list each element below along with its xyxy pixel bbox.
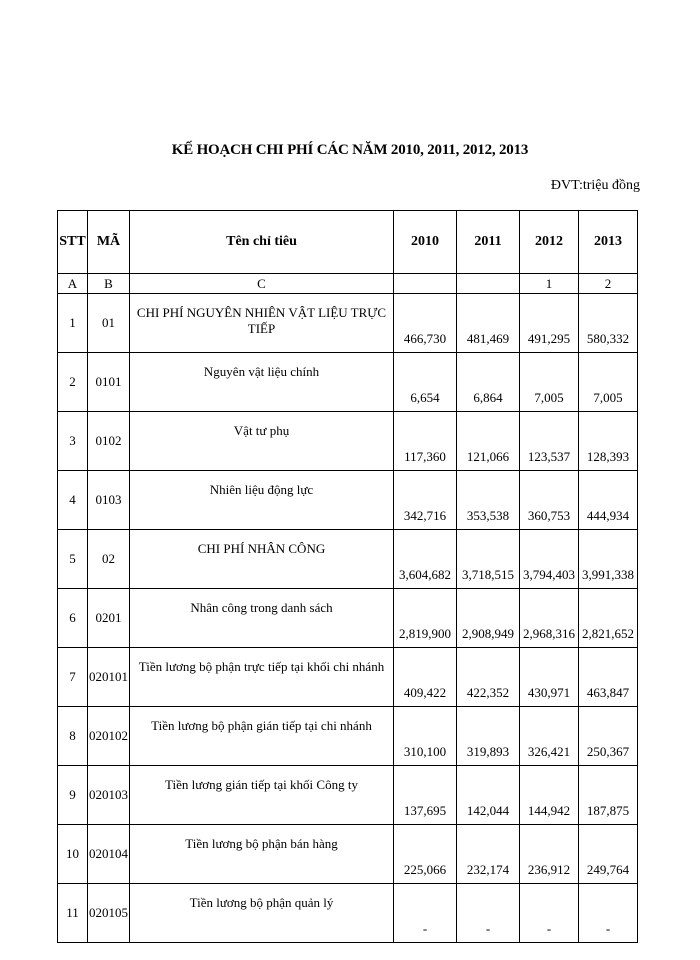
cell-code: 020103: [88, 766, 130, 825]
column-letter-row: [58, 274, 638, 294]
header-row: [58, 211, 638, 274]
table-row: [58, 825, 638, 884]
cell-2010: 117,360: [394, 412, 457, 471]
cell-2012: 236,912: [520, 825, 579, 884]
cell-name: Tiền lương bộ phận quản lý: [130, 884, 394, 943]
column-letter: [457, 274, 520, 294]
cell-2013: 463,847: [579, 648, 638, 707]
cell-2011: 481,469: [457, 294, 520, 353]
cell-name: CHI PHÍ NHÂN CÔNG: [130, 530, 394, 589]
cell-name: Nguyên vật liệu chính: [130, 353, 394, 412]
cell-code: 020101: [88, 648, 130, 707]
cell-2010: 342,716: [394, 471, 457, 530]
cell-2013: 2,821,652: [579, 589, 638, 648]
cell-2011: 121,066: [457, 412, 520, 471]
cell-code: 0201: [88, 589, 130, 648]
cell-stt: 2: [58, 353, 88, 412]
cell-code: 02: [88, 530, 130, 589]
cell-name: Nhiên liệu động lực: [130, 471, 394, 530]
column-letter: 1: [520, 274, 579, 294]
cell-code: 0102: [88, 412, 130, 471]
cell-code: 0101: [88, 353, 130, 412]
table-row: [58, 294, 638, 353]
column-letter: 2: [579, 274, 638, 294]
cell-name: Vật tư phụ: [130, 412, 394, 471]
cell-2010: 310,100: [394, 707, 457, 766]
header-code: MÃ: [88, 211, 130, 274]
cell-2013: 580,332: [579, 294, 638, 353]
table-row: [58, 471, 638, 530]
cell-2012: 430,971: [520, 648, 579, 707]
header-stt: STT: [58, 211, 88, 274]
cell-2010: 466,730: [394, 294, 457, 353]
cell-2010: 137,695: [394, 766, 457, 825]
cell-2011: 6,864: [457, 353, 520, 412]
cell-2011: 422,352: [457, 648, 520, 707]
header-2012: 2012: [520, 211, 579, 274]
cell-code: 020102: [88, 707, 130, 766]
cell-2012: 7,005: [520, 353, 579, 412]
cell-stt: 6: [58, 589, 88, 648]
table-row: [58, 884, 638, 943]
cell-2011: 3,718,515: [457, 530, 520, 589]
cell-2013: -: [579, 884, 638, 943]
cost-plan-table: [57, 210, 638, 943]
table-row: [58, 589, 638, 648]
cell-stt: 10: [58, 825, 88, 884]
cell-2012: 144,942: [520, 766, 579, 825]
cell-2010: 6,654: [394, 353, 457, 412]
table-row: [58, 353, 638, 412]
cell-code: 020104: [88, 825, 130, 884]
cell-2011: 2,908,949: [457, 589, 520, 648]
cell-name: Tiền lương bộ phận gián tiếp tại chi nhánh: [130, 707, 394, 766]
cell-name: Nhân công trong danh sách: [130, 589, 394, 648]
column-letter: C: [130, 274, 394, 294]
cell-2013: 7,005: [579, 353, 638, 412]
cell-2013: 3,991,338: [579, 530, 638, 589]
cell-stt: 5: [58, 530, 88, 589]
cell-2011: 142,044: [457, 766, 520, 825]
cell-2013: 249,764: [579, 825, 638, 884]
cell-stt: 11: [58, 884, 88, 943]
cell-2010: 3,604,682: [394, 530, 457, 589]
cell-2012: -: [520, 884, 579, 943]
cell-stt: 9: [58, 766, 88, 825]
cell-stt: 4: [58, 471, 88, 530]
cell-stt: 1: [58, 294, 88, 353]
cell-2013: 187,875: [579, 766, 638, 825]
header-2013: 2013: [579, 211, 638, 274]
cell-2012: 360,753: [520, 471, 579, 530]
cell-code: 0103: [88, 471, 130, 530]
cell-2011: -: [457, 884, 520, 943]
cell-name: CHI PHÍ NGUYÊN NHIÊN VẬT LIỆU TRỰC TIẾP: [130, 294, 394, 353]
cell-2010: 409,422: [394, 648, 457, 707]
cell-2012: 491,295: [520, 294, 579, 353]
cell-2011: 319,893: [457, 707, 520, 766]
cell-code: 01: [88, 294, 130, 353]
cell-2012: 123,537: [520, 412, 579, 471]
cell-2013: 250,367: [579, 707, 638, 766]
unit-label: ĐVT:triệu đồng: [550, 178, 640, 193]
cell-2013: 128,393: [579, 412, 638, 471]
document-title: KẾ HOẠCH CHI PHÍ CÁC NĂM 2010, 2011, 2012, 2013: [171, 142, 529, 158]
cell-2010: 225,066: [394, 825, 457, 884]
cell-2011: 232,174: [457, 825, 520, 884]
cell-2012: 3,794,403: [520, 530, 579, 589]
cell-stt: 7: [58, 648, 88, 707]
cell-2012: 2,968,316: [520, 589, 579, 648]
table-row: [58, 707, 638, 766]
cell-stt: 8: [58, 707, 88, 766]
cell-2010: -: [394, 884, 457, 943]
table-row: [58, 412, 638, 471]
cell-stt: 3: [58, 412, 88, 471]
header-2010: 2010: [394, 211, 457, 274]
cell-code: 020105: [88, 884, 130, 943]
column-letter: [394, 274, 457, 294]
cell-2011: 353,538: [457, 471, 520, 530]
cell-2013: 444,934: [579, 471, 638, 530]
cell-name: Tiền lương bộ phận bán hàng: [130, 825, 394, 884]
header-2011: 2011: [457, 211, 520, 274]
cell-2012: 326,421: [520, 707, 579, 766]
table-row: [58, 766, 638, 825]
cell-name: Tiền lương gián tiếp tại khối Công ty: [130, 766, 394, 825]
cell-2010: 2,819,900: [394, 589, 457, 648]
column-letter: B: [88, 274, 130, 294]
header-name: Tên chỉ tiêu: [130, 211, 394, 274]
table-row: [58, 648, 638, 707]
cell-name: Tiền lương bộ phận trực tiếp tại khối chi nhánh: [130, 648, 394, 707]
column-letter: A: [58, 274, 88, 294]
table-row: [58, 530, 638, 589]
